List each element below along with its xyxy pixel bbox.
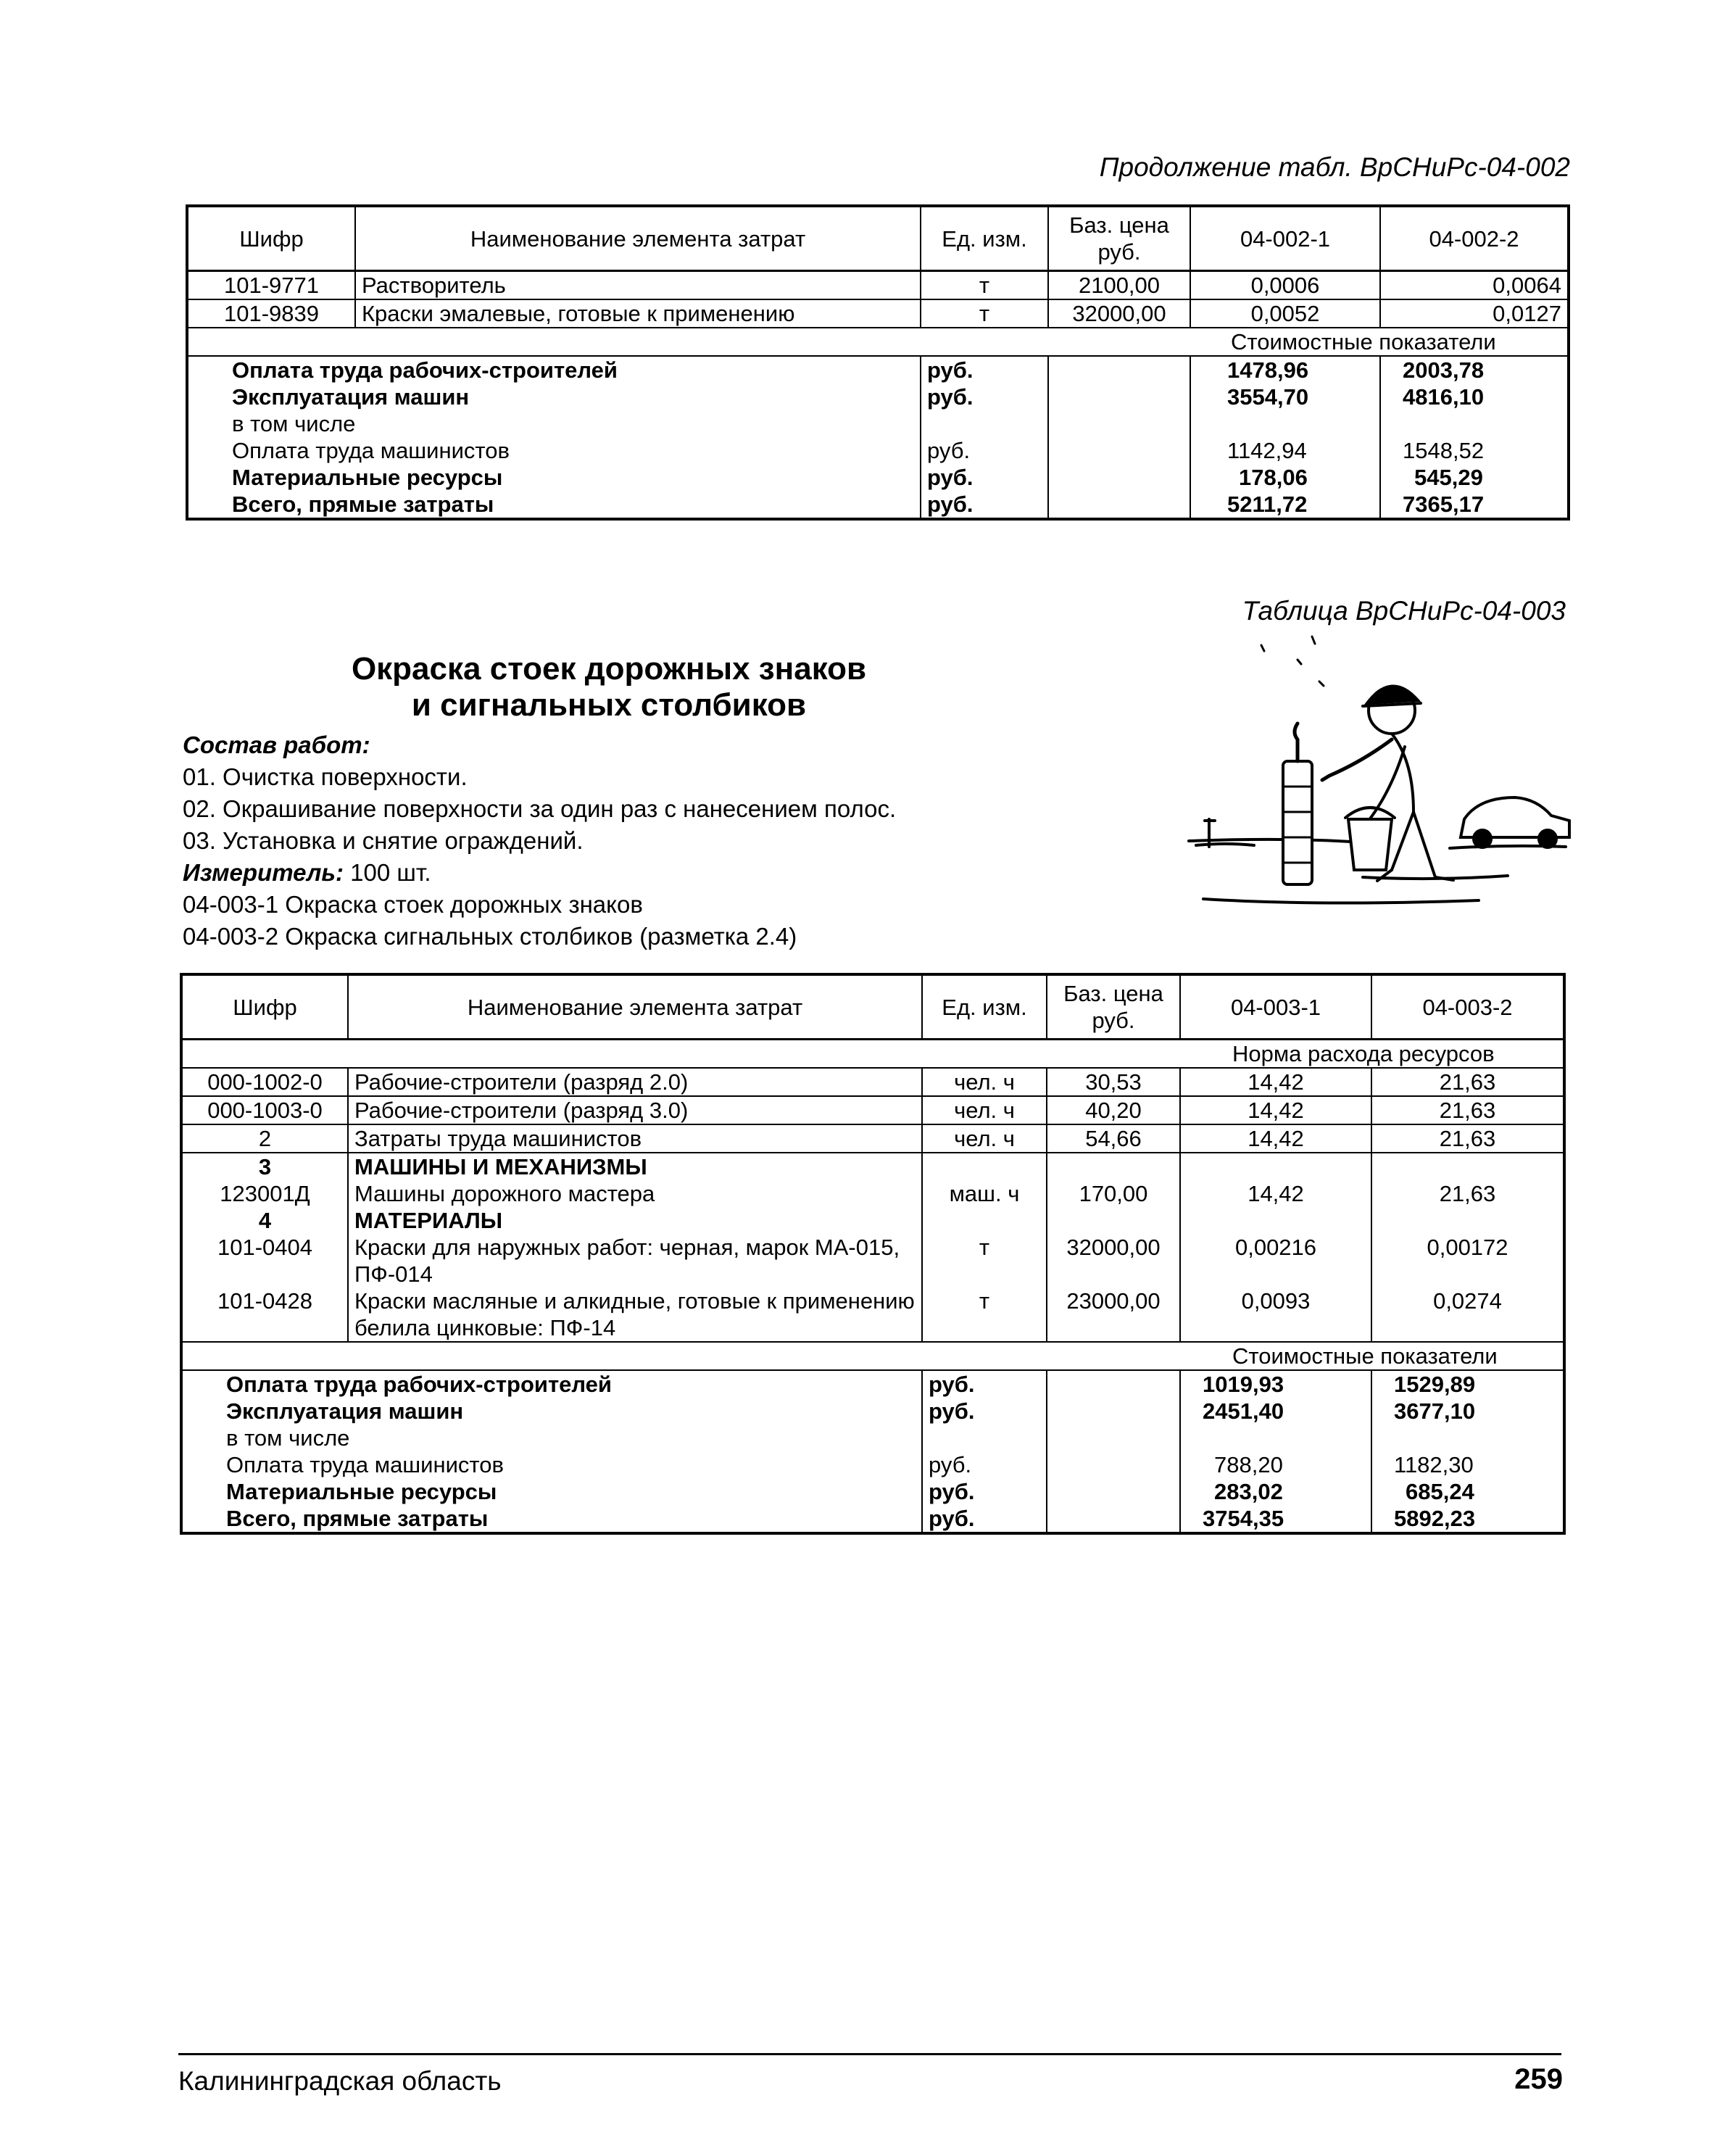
cost-row bbox=[187, 356, 1569, 383]
col-header: 04-002-2 bbox=[1380, 206, 1569, 271]
cost-value: 3677,10 bbox=[1371, 1398, 1564, 1425]
cost-unit: руб. bbox=[922, 1505, 1047, 1533]
footer-region: Калининградская область bbox=[178, 2066, 502, 2096]
cell-code: 101-9839 bbox=[187, 299, 355, 328]
cell-price: 30,53 bbox=[1047, 1068, 1180, 1096]
section-row bbox=[181, 1342, 1564, 1370]
cell-unit: маш. ч bbox=[922, 1180, 1047, 1207]
section-row bbox=[187, 328, 1569, 356]
cost-unit: руб. bbox=[922, 1370, 1047, 1398]
group-row bbox=[181, 1207, 1564, 1234]
col-header: Шифр bbox=[187, 206, 355, 271]
col-header: Баз. цена руб. bbox=[1048, 206, 1190, 271]
table-row bbox=[187, 299, 1569, 328]
footer-rule bbox=[178, 2053, 1561, 2055]
cost-value: 178,06 bbox=[1190, 464, 1380, 491]
cost-unit bbox=[922, 1425, 1047, 1451]
cost-value: 283,02 bbox=[1180, 1478, 1371, 1505]
col-header: Ед. изм. bbox=[921, 206, 1048, 271]
cost-empty bbox=[1048, 464, 1190, 491]
cost-unit bbox=[921, 410, 1048, 437]
cost-empty bbox=[1048, 356, 1190, 383]
cell-name: Растворитель bbox=[355, 271, 921, 300]
section-label: Стоимостные показатели bbox=[187, 328, 1569, 356]
section-label: Норма расхода ресурсов bbox=[181, 1040, 1564, 1069]
table-row bbox=[181, 1234, 1564, 1288]
cost-empty bbox=[1047, 1451, 1180, 1478]
cost-value: 2451,40 bbox=[1180, 1398, 1371, 1425]
cost-value bbox=[1180, 1425, 1371, 1451]
cell-unit bbox=[922, 1153, 1047, 1180]
table-04-003 bbox=[180, 973, 1566, 1535]
cost-value: 1529,89 bbox=[1371, 1370, 1564, 1398]
cost-label: Оплата труда машинистов bbox=[181, 1451, 922, 1478]
cost-label: Материальные ресурсы bbox=[181, 1478, 922, 1505]
cost-unit: руб. bbox=[921, 383, 1048, 410]
cell-name: МАТЕРИАЛЫ bbox=[348, 1207, 922, 1234]
cost-value: 1019,93 bbox=[1180, 1370, 1371, 1398]
col-header: Наименование элемента затрат bbox=[348, 974, 922, 1040]
cost-value: 1182,30 bbox=[1371, 1451, 1564, 1478]
cost-label: Всего, прямые затраты bbox=[187, 491, 921, 519]
cost-value: 545,29 bbox=[1380, 464, 1569, 491]
cost-empty bbox=[1047, 1425, 1180, 1451]
section-title-line: Окраска стоек дорожных знаков bbox=[351, 651, 867, 687]
measure-label: Измеритель: bbox=[183, 859, 344, 886]
cost-row bbox=[181, 1505, 1564, 1533]
cost-row bbox=[187, 410, 1569, 437]
col-header: 04-003-1 bbox=[1180, 974, 1371, 1040]
section-row bbox=[181, 1040, 1564, 1069]
cell-value: 21,63 bbox=[1371, 1096, 1564, 1124]
col-header: Наименование элемента затрат bbox=[355, 206, 921, 271]
cost-empty bbox=[1047, 1478, 1180, 1505]
cell-price: 32000,00 bbox=[1048, 299, 1190, 328]
col-header: 04-003-2 bbox=[1371, 974, 1564, 1040]
continuation-caption: Продолжение табл. ВрСНиРс-04-002 bbox=[1099, 152, 1570, 182]
cell-price: 32000,00 bbox=[1047, 1234, 1180, 1288]
col-header: Ед. изм. bbox=[922, 974, 1047, 1040]
work-label: Состав работ: bbox=[183, 731, 370, 758]
cost-value: 5892,23 bbox=[1371, 1505, 1564, 1533]
cost-label: Всего, прямые затраты bbox=[181, 1505, 922, 1533]
cost-label: Оплата труда машинистов bbox=[187, 437, 921, 464]
cost-empty bbox=[1048, 410, 1190, 437]
cost-value: 1548,52 bbox=[1380, 437, 1569, 464]
cost-unit: руб. bbox=[921, 464, 1048, 491]
table-row bbox=[187, 271, 1569, 300]
cell-name: Машины дорожного мастера bbox=[348, 1180, 922, 1207]
cost-label: Оплата труда рабочих-строителей bbox=[187, 356, 921, 383]
cell-value: 14,42 bbox=[1180, 1096, 1371, 1124]
cost-empty bbox=[1048, 491, 1190, 519]
cost-label: Оплата труда рабочих-строителей bbox=[181, 1370, 922, 1398]
cell-code: 123001Д bbox=[181, 1180, 348, 1207]
cost-value: 788,20 bbox=[1180, 1451, 1371, 1478]
code-line: 04-003-1 Окраска стоек дорожных знаков bbox=[183, 891, 643, 918]
cell-value: 0,0093 bbox=[1180, 1288, 1371, 1342]
cell-unit: т bbox=[921, 271, 1048, 300]
cost-row bbox=[181, 1451, 1564, 1478]
cost-value: 3754,35 bbox=[1180, 1505, 1371, 1533]
cost-value: 1142,94 bbox=[1190, 437, 1380, 464]
cost-value: 1478,96 bbox=[1190, 356, 1380, 383]
cell-value: 0,00172 bbox=[1371, 1234, 1564, 1288]
cost-row bbox=[187, 491, 1569, 519]
cell-code: 101-0428 bbox=[181, 1288, 348, 1342]
cell-code: 2 bbox=[181, 1124, 348, 1153]
measure-line bbox=[183, 857, 1053, 889]
table-row bbox=[181, 1124, 1564, 1153]
cell-code: 101-9771 bbox=[187, 271, 355, 300]
work-item: 02. Окрашивание поверхности за один раз с нанесением полос. bbox=[183, 795, 897, 822]
cost-unit: руб. bbox=[921, 437, 1048, 464]
cell-name: Краски для наружных работ: черная, марок МА-015, ПФ-014 bbox=[348, 1234, 922, 1288]
cell-name: Рабочие-строители (разряд 3.0) bbox=[348, 1096, 922, 1124]
cell-value: 21,63 bbox=[1371, 1180, 1564, 1207]
cell-value: 14,42 bbox=[1180, 1068, 1371, 1096]
cost-value bbox=[1371, 1425, 1564, 1451]
worker-illustration bbox=[1174, 631, 1580, 921]
cost-value: 3554,70 bbox=[1190, 383, 1380, 410]
table-row bbox=[181, 1180, 1564, 1207]
cell-code: 000-1002-0 bbox=[181, 1068, 348, 1096]
cell-value: 14,42 bbox=[1180, 1180, 1371, 1207]
cost-row bbox=[181, 1478, 1564, 1505]
cost-row bbox=[181, 1398, 1564, 1425]
cell-unit: т bbox=[922, 1234, 1047, 1288]
cell-name: МАШИНЫ И МЕХАНИЗМЫ bbox=[348, 1153, 922, 1180]
cell-value: 21,63 bbox=[1371, 1068, 1564, 1096]
cell-name: Рабочие-строители (разряд 2.0) bbox=[348, 1068, 922, 1096]
cell-code: 101-0404 bbox=[181, 1234, 348, 1288]
cost-unit: руб. bbox=[921, 356, 1048, 383]
cost-value bbox=[1380, 410, 1569, 437]
col-header: Шифр bbox=[181, 974, 348, 1040]
cell-value: 0,0127 bbox=[1380, 299, 1569, 328]
cost-empty bbox=[1047, 1370, 1180, 1398]
work-item: 03. Установка и снятие ограждений. bbox=[183, 827, 584, 854]
cell-price bbox=[1047, 1153, 1180, 1180]
table-header bbox=[187, 206, 1569, 271]
cost-unit: руб. bbox=[922, 1451, 1047, 1478]
measure-value: 100 шт. bbox=[350, 859, 431, 886]
cost-value bbox=[1190, 410, 1380, 437]
cell-value: 21,63 bbox=[1371, 1124, 1564, 1153]
col-header: 04-002-1 bbox=[1190, 206, 1380, 271]
cell-unit: т bbox=[922, 1288, 1047, 1342]
cost-row bbox=[187, 464, 1569, 491]
cell-value: 0,0274 bbox=[1371, 1288, 1564, 1342]
cell-name: Краски масляные и алкидные, готовые к применению белила цинковые: ПФ-14 bbox=[348, 1288, 922, 1342]
cost-label: в том числе bbox=[181, 1425, 922, 1451]
cell-price: 170,00 bbox=[1047, 1180, 1180, 1207]
cell-unit: чел. ч bbox=[922, 1124, 1047, 1153]
code-line: 04-003-2 Окраска сигнальных столбиков (разметка 2.4) bbox=[183, 923, 797, 950]
cell-value bbox=[1180, 1153, 1371, 1180]
work-composition bbox=[183, 729, 1053, 953]
cell-price: 40,20 bbox=[1047, 1096, 1180, 1124]
cell-value bbox=[1371, 1153, 1564, 1180]
cell-price: 2100,00 bbox=[1048, 271, 1190, 300]
cell-name: Краски эмалевые, готовые к применению bbox=[355, 299, 921, 328]
cell-value: 0,0064 bbox=[1380, 271, 1569, 300]
cell-value: 0,00216 bbox=[1180, 1234, 1371, 1288]
cost-label: в том числе bbox=[187, 410, 921, 437]
cell-price: 23000,00 bbox=[1047, 1288, 1180, 1342]
work-item: 01. Очистка поверхности. bbox=[183, 763, 468, 790]
cost-value: 5211,72 bbox=[1190, 491, 1380, 519]
cost-unit: руб. bbox=[922, 1398, 1047, 1425]
cost-row bbox=[187, 383, 1569, 410]
cost-row bbox=[181, 1370, 1564, 1398]
cost-value: 7365,17 bbox=[1380, 491, 1569, 519]
cost-value: 4816,10 bbox=[1380, 383, 1569, 410]
section-title-line: и сигнальных столбиков bbox=[411, 687, 807, 723]
cost-unit: руб. bbox=[921, 491, 1048, 519]
col-header: Баз. цена руб. bbox=[1047, 974, 1180, 1040]
cost-empty bbox=[1048, 437, 1190, 464]
cost-empty bbox=[1047, 1505, 1180, 1533]
table-caption: Таблица ВрСНиРс-04-003 bbox=[1242, 596, 1566, 626]
cell-unit: т bbox=[921, 299, 1048, 328]
cell-price: 54,66 bbox=[1047, 1124, 1180, 1153]
table-row bbox=[181, 1096, 1564, 1124]
cost-value: 685,24 bbox=[1371, 1478, 1564, 1505]
group-row bbox=[181, 1153, 1564, 1180]
cost-row bbox=[181, 1425, 1564, 1451]
table-04-002 bbox=[186, 204, 1570, 521]
cell-code: 000-1003-0 bbox=[181, 1096, 348, 1124]
cell-unit: чел. ч bbox=[922, 1068, 1047, 1096]
page-number: 259 bbox=[1514, 2063, 1563, 2095]
cost-unit: руб. bbox=[922, 1478, 1047, 1505]
table-row bbox=[181, 1068, 1564, 1096]
cell-value: 14,42 bbox=[1180, 1124, 1371, 1153]
cost-row bbox=[187, 437, 1569, 464]
cost-value: 2003,78 bbox=[1380, 356, 1569, 383]
cost-label: Материальные ресурсы bbox=[187, 464, 921, 491]
cost-label: Эксплуатация машин bbox=[187, 383, 921, 410]
cell-unit bbox=[922, 1207, 1047, 1234]
section-label: Стоимостные показатели bbox=[181, 1342, 1564, 1370]
cell-value bbox=[1371, 1207, 1564, 1234]
cell-value: 0,0052 bbox=[1190, 299, 1380, 328]
cell-value bbox=[1180, 1207, 1371, 1234]
cost-empty bbox=[1047, 1398, 1180, 1425]
cost-empty bbox=[1048, 383, 1190, 410]
section-title bbox=[246, 651, 971, 723]
cell-price bbox=[1047, 1207, 1180, 1234]
cost-label: Эксплуатация машин bbox=[181, 1398, 922, 1425]
table-header bbox=[181, 974, 1564, 1040]
cell-code: 3 bbox=[181, 1153, 348, 1180]
cell-unit: чел. ч bbox=[922, 1096, 1047, 1124]
cell-name: Затраты труда машинистов bbox=[348, 1124, 922, 1153]
cell-value: 0,0006 bbox=[1190, 271, 1380, 300]
cell-code: 4 bbox=[181, 1207, 348, 1234]
table-row bbox=[181, 1288, 1564, 1342]
